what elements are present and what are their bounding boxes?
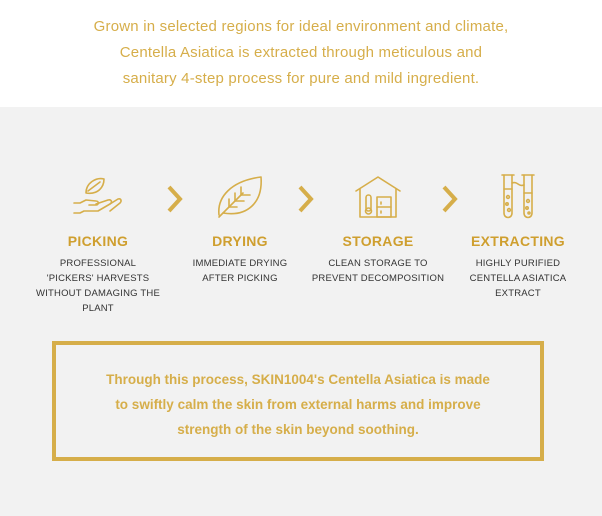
storage-house-icon	[303, 169, 453, 221]
process-section	[0, 107, 602, 516]
step-description-line: IMMEDIATE DRYING	[192, 258, 288, 269]
step-description	[303, 256, 453, 286]
summary-line: strength of the skin beyond soothing.	[177, 422, 419, 437]
step-description-line: PROFESSIONAL	[59, 258, 137, 269]
intro-line: Grown in selected regions for ideal environment and climate,	[93, 18, 509, 35]
summary-text	[56, 367, 540, 442]
test-tubes-icon	[443, 169, 593, 221]
step-picking	[23, 169, 173, 316]
step-description-line: 'PICKERS' HARVESTS	[46, 273, 150, 284]
step-title: EXTRACTING	[471, 233, 565, 249]
step-title: PICKING	[67, 233, 129, 249]
step-description	[443, 256, 593, 301]
step-title: DRYING	[212, 233, 268, 249]
step-storage	[303, 169, 453, 286]
summary-box	[52, 341, 544, 461]
step-description-line: CENTELLA ASIATICA	[469, 273, 567, 284]
leaf-icon	[165, 169, 315, 221]
intro-section	[0, 0, 602, 107]
step-title: STORAGE	[342, 233, 414, 249]
step-description-line: HIGHLY PURIFIED	[475, 258, 561, 269]
summary-line: Through this process, SKIN1004's Centella Asiatica is made	[106, 372, 490, 387]
summary-line: to swiftly calm the skin from external harms and improve	[115, 397, 481, 412]
step-description-line: CLEAN STORAGE TO	[328, 258, 428, 269]
step-description	[165, 256, 315, 286]
intro-line: Centella Asiatica is extracted through meticulous and	[119, 44, 483, 61]
step-drying	[165, 169, 315, 286]
step-description-line: AFTER PICKING	[202, 273, 278, 284]
step-description-line: WITHOUT DAMAGING THE PLANT	[36, 288, 160, 314]
hand-leaf-icon	[23, 169, 173, 221]
step-description-line: EXTRACT	[495, 288, 541, 299]
intro-line: sanitary 4-step process for pure and mild ingredient.	[122, 70, 480, 87]
step-description	[23, 256, 173, 316]
step-description-line: PREVENT DECOMPOSITION	[311, 273, 445, 284]
intro-text	[0, 14, 602, 92]
step-extracting	[443, 169, 593, 301]
